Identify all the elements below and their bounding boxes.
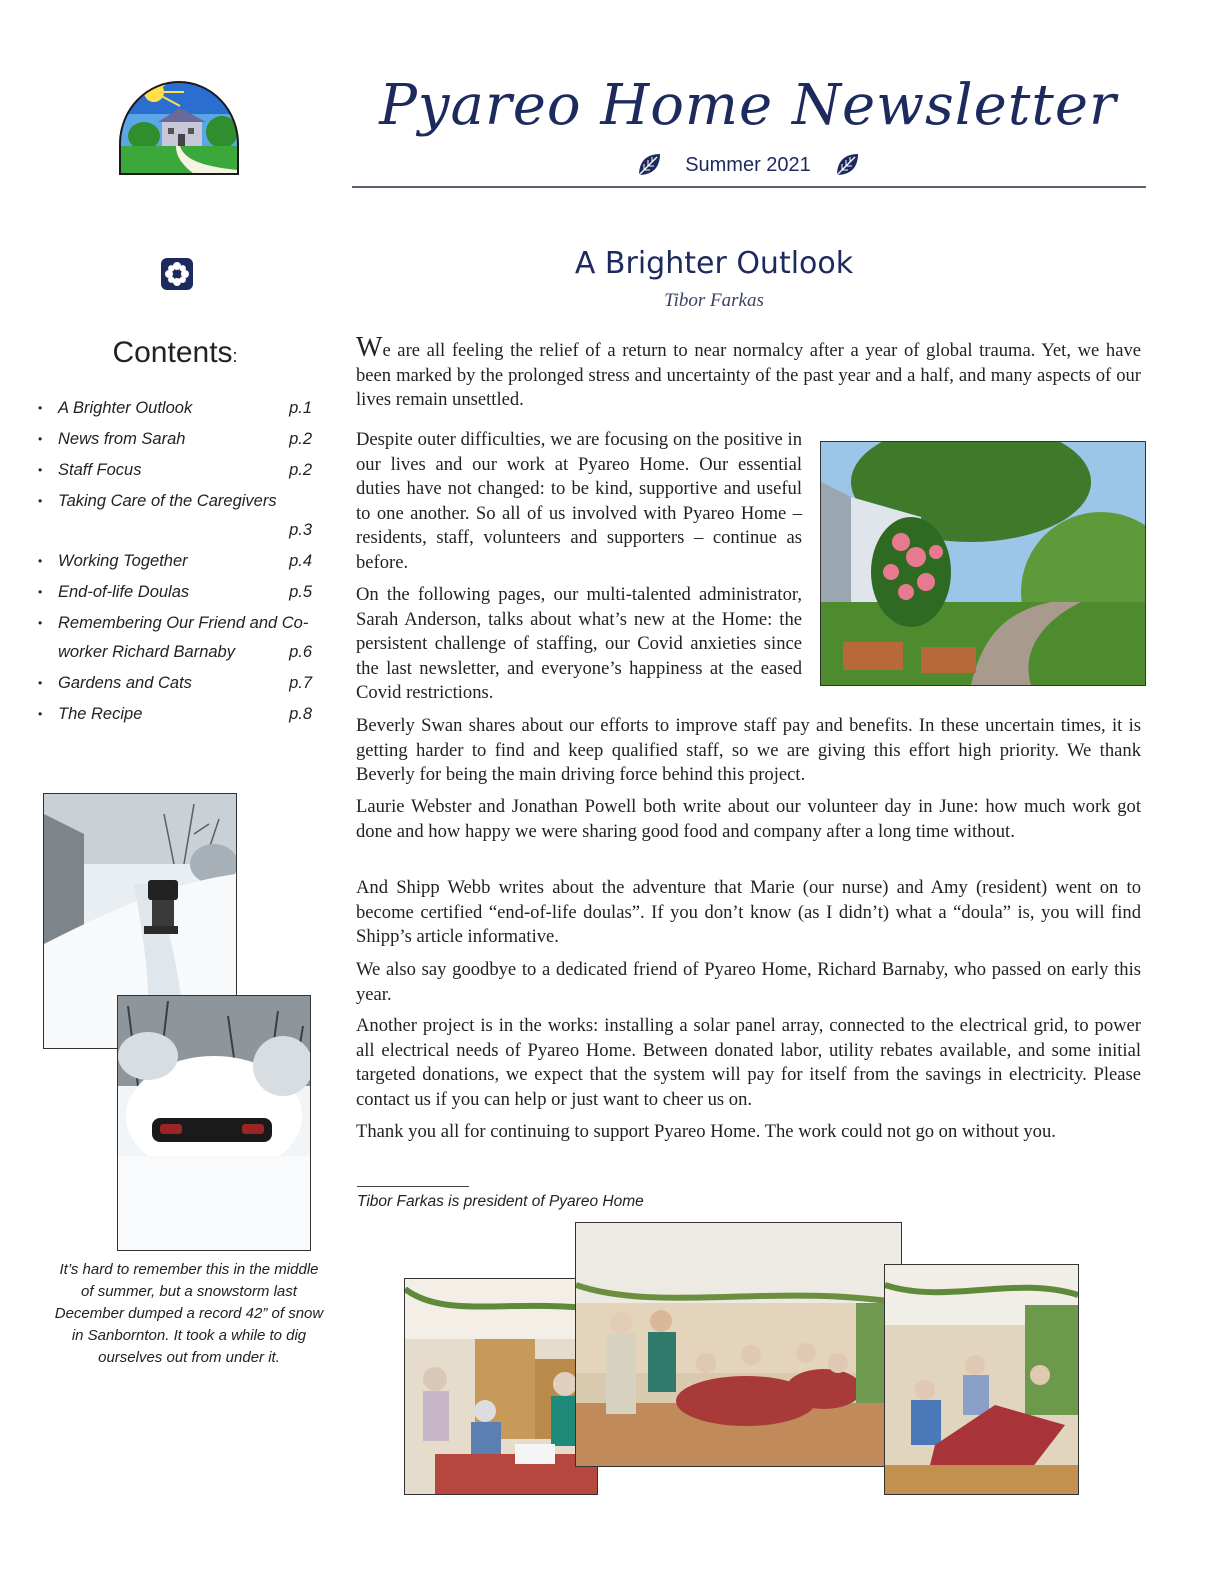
dining-group-photo: [575, 1222, 902, 1467]
toc-item-title-line1: • Remembering Our Friend and Co-: [58, 614, 309, 632]
article-paragraph: We also say goodbye to a dedicated friend of Pyareo Home, Richard Barnaby, who passed on early this year.: [356, 959, 1141, 1005]
garden-photo: [820, 441, 1146, 686]
article-paragraph: [356, 332, 1141, 413]
contents-heading-text: Contents: [112, 336, 233, 369]
article-paragraph: Despite outer difficulties, we are focusing on the positive in our lives and our work at Pyareo Home. Our essential duties have not changed: to be kind, supportive and useful to one another. So all of us involved with Pyareo Home – residents, staff, volunteers and supporters – continue as before.: [356, 429, 802, 573]
article-paragraph: Thank you all for continuing to support Pyareo Home. The work could not go on without you.: [356, 1121, 1056, 1142]
article-paragraph: Laurie Webster and Jonathan Powell both write about our volunteer day in June: how much work got done and how happy we were sharing good food and company after a long time without.: [356, 796, 1141, 842]
toc-item-title: Working Together: [58, 552, 188, 570]
toc-item-page: p.2: [289, 430, 312, 448]
edition-label: Summer 2021: [685, 153, 811, 176]
article-paragraph: Another project is in the works: installing a solar panel array, connected to the electrical grid, to power all electrical needs of Pyareo Home. Between donated labor, utility rebates available, and some initial targeted donations, we expect that the system will pay for itself from the savings in electricity. Please contact us if you can help or just want to cheer us on.: [356, 1015, 1141, 1110]
edition-line: [350, 148, 1146, 182]
article-paragraph: On the following pages, our multi-talented administrator, Sarah Anderson, talks about what’s new at the Home: the persistent challenge of staffing, our Covid anxieties since the last newsletter, and everyone’s happiness at the eased Covid restrictions.: [356, 584, 802, 703]
article-paragraph: And Shipp Webb writes about the adventure that Marie (our nurse) and Amy (resident) went on to become certified “end-of-life doulas”. If you don’t know (as I didn’t) what a “doula” is, you will find Shipp’s article informative.: [356, 877, 1141, 947]
toc-item[interactable]: [36, 456, 312, 485]
toc-item-title: Staff Focus: [58, 461, 142, 479]
leaf-icon: [833, 151, 861, 179]
toc-item[interactable]: [36, 609, 312, 667]
contents-heading-colon: :: [232, 346, 238, 366]
contents-heading: [40, 336, 310, 370]
drop-cap: W: [356, 332, 383, 363]
toc-item-title: End-of-life Doulas: [58, 583, 190, 601]
toc-item-title: • Taking Care of the Caregivers: [58, 492, 277, 510]
toc-item-title: The Recipe: [58, 705, 143, 723]
toc-item-title-line2: worker Richard Barnaby: [58, 643, 235, 661]
toc-item-page: p.7: [289, 674, 312, 692]
snow-car-photo: [117, 995, 311, 1251]
toc-item-page: p.5: [289, 583, 312, 601]
toc-item-page: p.8: [289, 705, 312, 723]
toc-item[interactable]: [36, 700, 312, 729]
flower-icon: [160, 257, 194, 291]
toc-item-page: p.1: [289, 399, 312, 417]
newsletter-title: Pyareo Home Newsletter: [379, 73, 1117, 138]
article-byline: Tibor Farkas: [664, 290, 764, 311]
toc-item-page: p.2: [289, 461, 312, 479]
snow-photo-caption: It’s hard to remember this in the middle of summer, but a snowstorm last December dumped a record 42” of snow in Sanbornton. It took a while to dig ourselves out from under it.: [54, 1261, 324, 1366]
article-paragraph: Beverly Swan shares about our efforts to improve staff pay and benefits. In these uncertain times, it is getting harder to find and keep qualified staff, so we are giving this effort high priority. We thank Beverly for being the main driving force behind this project.: [356, 715, 1141, 785]
footnote-rule: [357, 1186, 469, 1187]
paragraph-text: e are all feeling the relief of a return to near normalcy after a year of global trauma. Yet, we have been marked by the prolonged stress and uncertainty of the past year and a half, and many aspects of our lives remain unsettled.: [356, 340, 1141, 410]
article-title: A Brighter Outlook: [574, 246, 854, 281]
toc-item[interactable]: [36, 578, 312, 607]
table-of-contents: [36, 394, 312, 731]
toc-item-page: p.3: [289, 521, 312, 539]
toc-item-title: A Brighter Outlook: [58, 399, 193, 417]
dining-table-photo: [884, 1264, 1079, 1495]
leaf-icon: [635, 151, 663, 179]
dining-room-photo: [404, 1278, 598, 1495]
toc-item[interactable]: [36, 487, 312, 545]
toc-item-title: News from Sarah: [58, 430, 186, 448]
toc-item[interactable]: [36, 547, 312, 576]
toc-item-page: p.4: [289, 552, 312, 570]
masthead-rule: [352, 186, 1146, 188]
article-footnote: Tibor Farkas is president of Pyareo Home: [357, 1193, 644, 1210]
toc-item[interactable]: [36, 394, 312, 423]
toc-item-title: Gardens and Cats: [58, 674, 192, 692]
toc-item-page: p.6: [289, 643, 312, 661]
toc-item[interactable]: [36, 669, 312, 698]
pyareo-home-logo: [114, 74, 244, 178]
toc-item[interactable]: [36, 425, 312, 454]
